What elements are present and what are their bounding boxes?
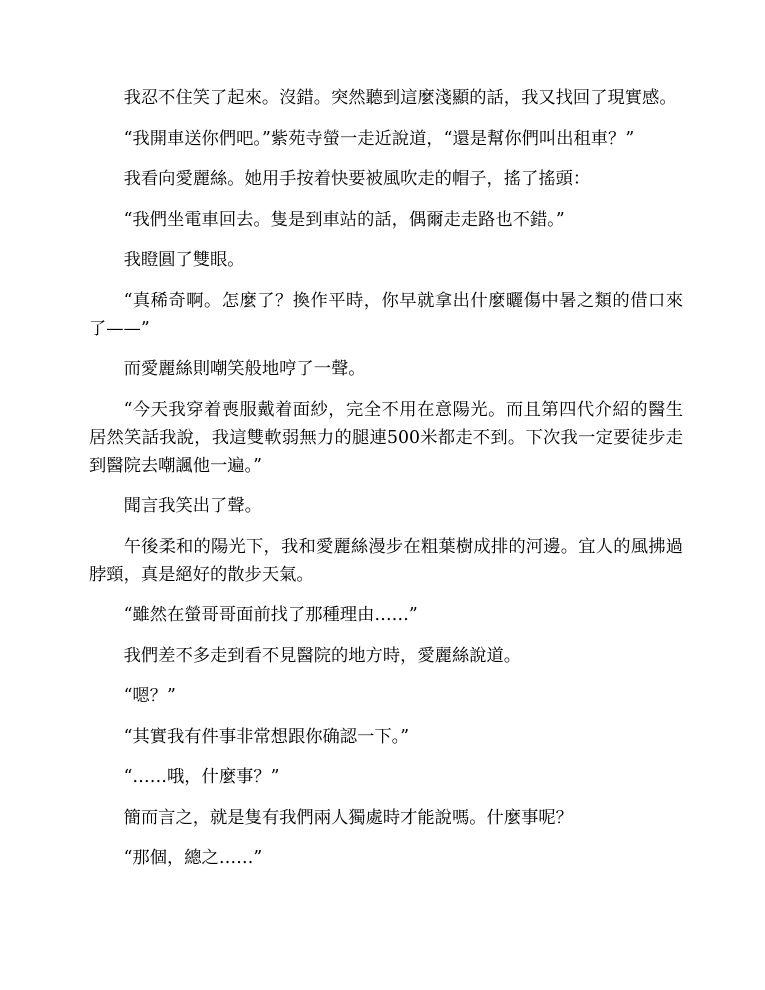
paragraph: “其實我有件事非常想跟你确認一下。”: [123, 726, 410, 747]
paragraph: 我看向愛麗絲。她用手按着快要被風吹走的帽子，搖了搖頭：: [123, 169, 591, 189]
paragraph: “我開車送你們吧。”紫苑寺螢一走近說道，“還是幫你們叫出租車？”: [123, 128, 635, 149]
paragraph: “那個，總之……”: [123, 848, 263, 868]
paragraph: “嗯？”: [123, 686, 176, 706]
paragraph: “真稀奇啊。怎麼了？換作平時，你早就拿出什麼曬傷中暑之類的借口來了——”: [89, 290, 683, 339]
paragraph: “……哦，什麼事？”: [123, 767, 280, 787]
document-body: [89, 84, 683, 885]
paragraph: 聞言我笑出了聲。: [123, 496, 262, 516]
paragraph: 午後柔和的陽光下，我和愛麗絲漫步在粗葉樹成排的河邊。宜人的風拂過脖頸，真是絕好的散步天氣。: [89, 536, 683, 585]
paragraph: 簡而言之，就是隻有我們兩人獨處時才能說嗎。什麼事呢？: [123, 807, 573, 828]
paragraph: 我們差不多走到看不見醫院的地方時，愛麗絲說道。: [123, 645, 522, 666]
paragraph: 我忍不住笑了起來。沒錯。突然聽到這麼淺顯的話，我又找回了現實感。: [123, 88, 677, 108]
paragraph: “雖然在螢哥哥面前找了那種理由……”: [123, 605, 418, 625]
paragraph: “我們坐電車回去。隻是到車站的話，偶爾走走路也不錯。”: [123, 209, 565, 230]
paragraph: “今天我穿着喪服戴着面紗，完全不用在意陽光。而且第四代介紹的醫生居然笑話我說，我這雙軟弱無力的腿連500米都走不到。下次我一定要徒步走到醫院去嘲諷他一遍。”: [89, 399, 683, 476]
paragraph: 而愛麗絲則嘲笑般地哼了一聲。: [123, 359, 366, 379]
paragraph: 我瞪圓了雙眼。: [123, 250, 245, 270]
